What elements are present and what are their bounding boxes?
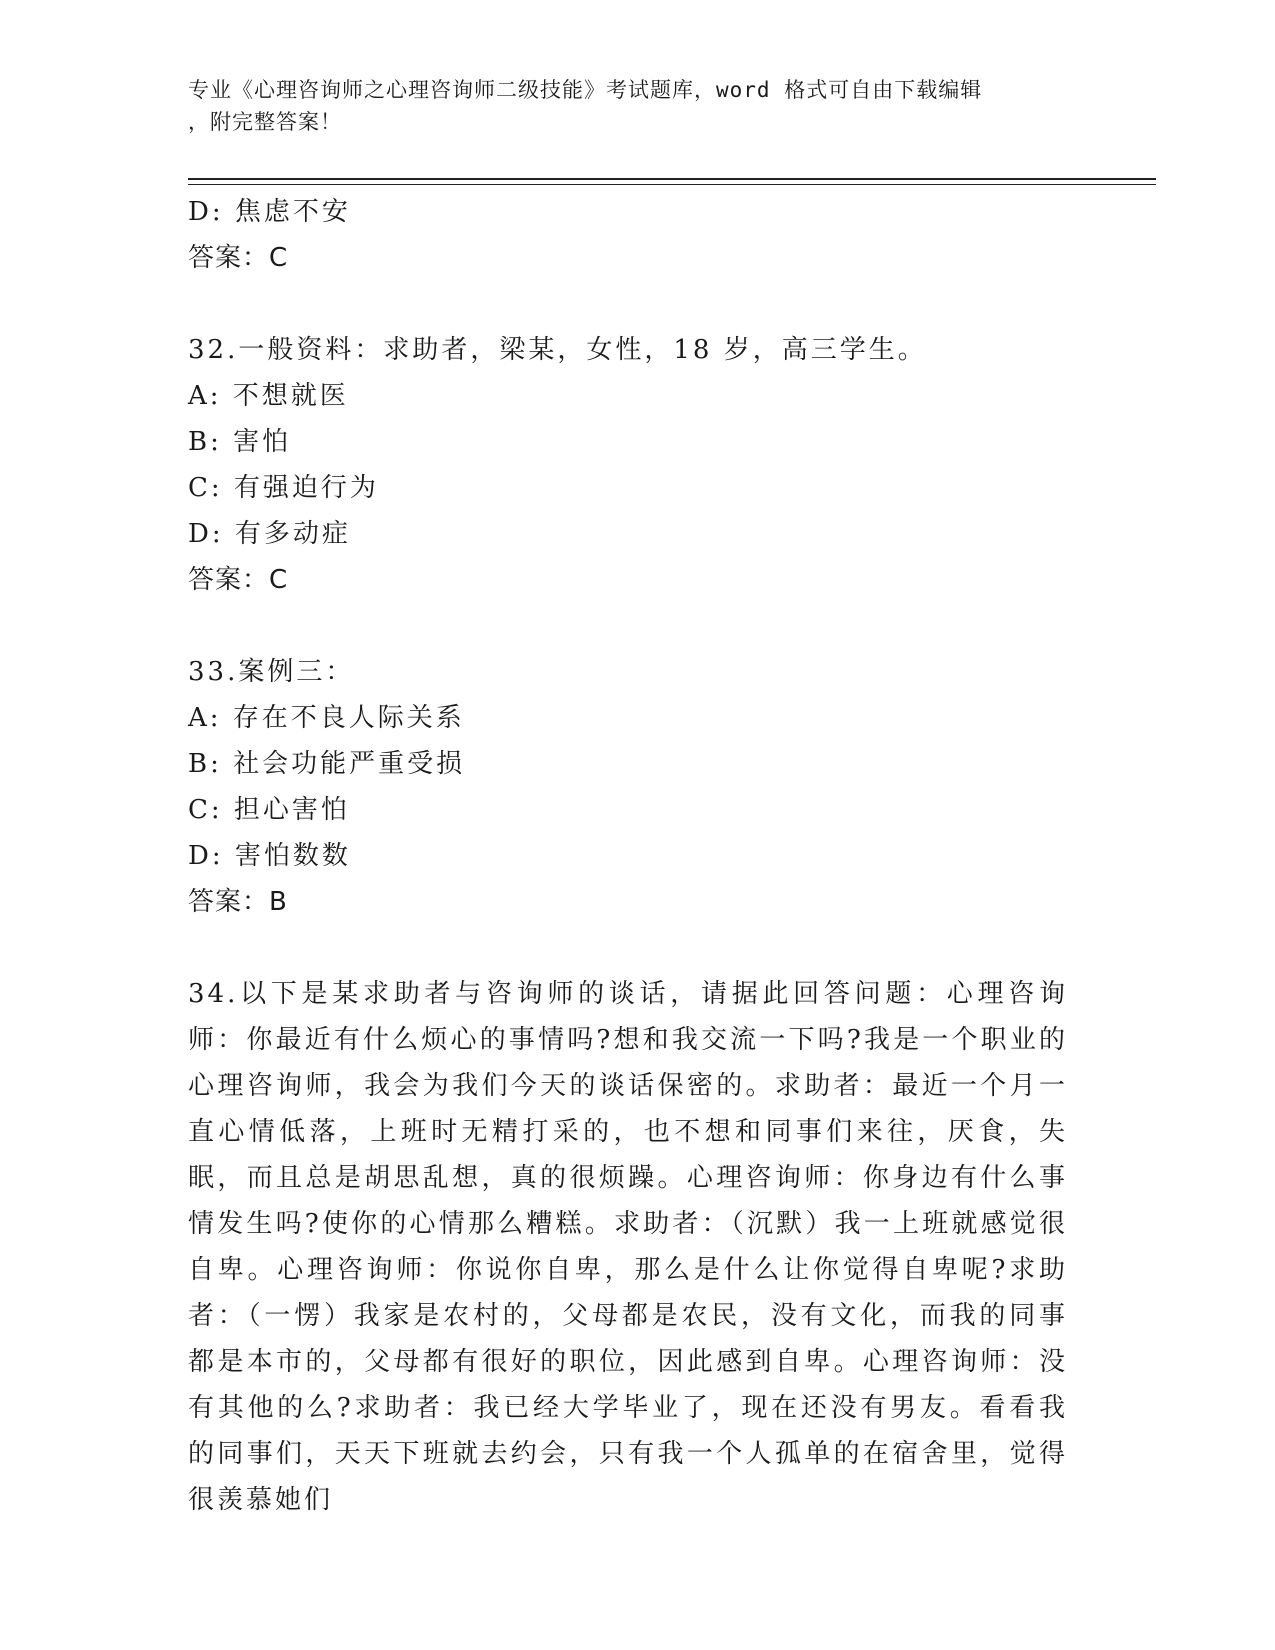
header-divider-thin [188, 184, 1156, 185]
q32-option-b: B: 害怕 [188, 427, 292, 457]
q32-stem: 32.一般资料：求助者，梁某，女性，18 岁，高三学生。 [188, 335, 927, 365]
q32-option-a: A: 不想就医 [188, 381, 349, 411]
q33-option-d: D: 害怕数数 [188, 841, 351, 871]
header-divider-thick [188, 178, 1156, 180]
q33-option-a: A: 存在不良人际关系 [188, 703, 465, 733]
spacer [188, 281, 1088, 327]
document-body [188, 189, 1088, 1523]
q31-answer: 答案：C [188, 243, 289, 273]
q31-option-d: D: 焦虑不安 [188, 197, 351, 227]
q32-option-d: D: 有多动症 [188, 519, 351, 549]
q32-answer: 答案：C [188, 565, 289, 595]
header-line-2: ，附完整答案！ [188, 110, 342, 134]
q32-option-c: C: 有强迫行为 [188, 473, 379, 503]
spacer [188, 603, 1088, 649]
q33-answer: 答案：B [188, 887, 288, 917]
q33-option-c: C: 担心害怕 [188, 795, 350, 825]
spacer [188, 925, 1088, 971]
q33-option-b: B: 社会功能严重受损 [188, 749, 466, 779]
q34-stem: 34.以下是某求助者与咨询师的谈话，请据此回答问题：心理咨询师：你最近有什么烦心的事情吗?想和我交流一下吗?我是一个职业的心理咨询师，我会为我们今天的谈话保密的。求助者：最近一个月一直心情低落，上班时无精打采的，也不想和同事们来往，厌食，失眠，而且总是胡思乱想，真的很烦躁。心理咨询师：你身边有什么事情发生吗?使你的心情那么糟糕。求助者：（沉默）我一上班就感觉很自卑。心理咨询师：你说你自卑，那么是什么让你觉得自卑呢?求助者：（一愣）我家是农村的，父母都是农民，没有文化，而我的同事都是本市的，父母都有很好的职位，因此感到自卑。心理咨询师：没有其他的么?求助者：我已经大学毕业了，现在还没有男友。看看我的同事们，天天下班就去约会，只有我一个人孤单的在宿舍里，觉得很羡慕她们 [188, 979, 1068, 1515]
q33-stem: 33.案例三： [188, 657, 355, 687]
header-line-1: 专业《心理咨询师之心理咨询师二级技能》考试题库，word 格式可自由下载编辑 [188, 78, 983, 102]
document-header [188, 74, 1078, 138]
